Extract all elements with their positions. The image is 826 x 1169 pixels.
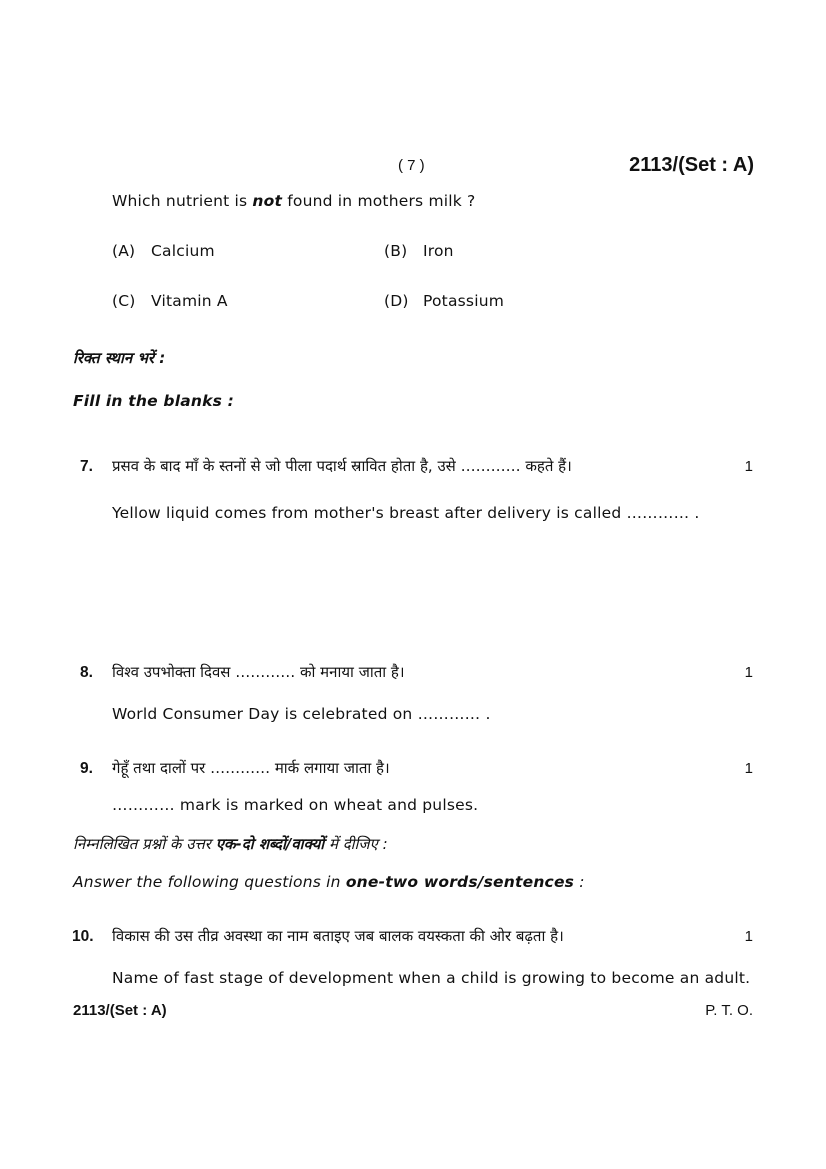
q7-english: Yellow liquid comes from mother's breast after delivery is called ………… . [112, 504, 700, 522]
q9-number: 9. [80, 760, 93, 777]
q9-english: ………… mark is marked on wheat and pulses. [112, 796, 479, 814]
option-label: (C) [112, 292, 136, 310]
paper-code-footer: 2113/(Set : A) [73, 1002, 167, 1019]
q6-text [112, 192, 475, 210]
q6-text-pre: Which nutrient is [112, 192, 253, 210]
q6-option-d [384, 292, 505, 310]
section-short-title-hindi [73, 834, 388, 854]
option-text: Iron [423, 242, 454, 260]
section-short-en-post: : [574, 873, 585, 891]
q8-number: 8. [80, 664, 93, 681]
pto-label: P. T. O. [705, 1002, 753, 1019]
q9-marks: 1 [744, 760, 753, 777]
section-short-hi-pre: निम्नलिखित प्रश्नों के उत्तर [73, 835, 216, 853]
q8-hindi: विश्व उपभोक्ता दिवस ………… को मनाया जाता है। [112, 663, 405, 681]
section-short-title-english [73, 873, 585, 891]
q10-marks: 1 [744, 928, 753, 945]
option-text: Potassium [423, 292, 505, 310]
option-label: (B) [384, 242, 408, 260]
q9-hindi: गेहूँ तथा दालों पर ………… मार्क लगाया जाता है। [112, 759, 390, 777]
q6-option-a [112, 242, 215, 260]
section-short-hi-post: में दीजिए : [324, 835, 388, 853]
q6-text-emphasis: not [252, 192, 283, 210]
section-title-english: Fill in the blanks : [73, 392, 235, 410]
paper-code-header: 2113/(Set : A) [629, 154, 754, 176]
option-label: (A) [112, 242, 136, 260]
section-short-en-bold: one-two words/sentences [345, 873, 575, 891]
q8-english: World Consumer Day is celebrated on ………… . [112, 705, 491, 723]
section-short-en-pre: Answer the following questions in [73, 873, 346, 891]
q7-marks: 1 [744, 458, 753, 475]
q6-option-b [384, 242, 454, 260]
q8-marks: 1 [744, 664, 753, 681]
option-text: Vitamin A [151, 292, 228, 310]
q7-number: 7. [80, 458, 93, 475]
q10-hindi: विकास की उस तीव्र अवस्था का नाम बताइए जब बालक वयस्कता की ओर बढ़ता है। [112, 927, 564, 945]
option-text: Calcium [151, 242, 215, 260]
q6-text-post: found in mothers milk ? [282, 192, 476, 210]
q10-english: Name of fast stage of development when a child is growing to become an adult. [112, 969, 751, 987]
section-title-hindi: रिक्त स्थान भरें : [73, 349, 166, 367]
option-label: (D) [384, 292, 409, 310]
q6-option-c [112, 292, 228, 310]
q10-number: 10. [72, 928, 94, 945]
section-short-hi-bold: एक-दो शब्दों/वाक्यों [215, 835, 325, 853]
q7-hindi: प्रसव के बाद माँ के स्तनों से जो पीला पदार्थ स्रावित होता है, उसे ………… कहते हैं। [112, 457, 572, 475]
page-number: ( 7 ) [398, 157, 425, 174]
